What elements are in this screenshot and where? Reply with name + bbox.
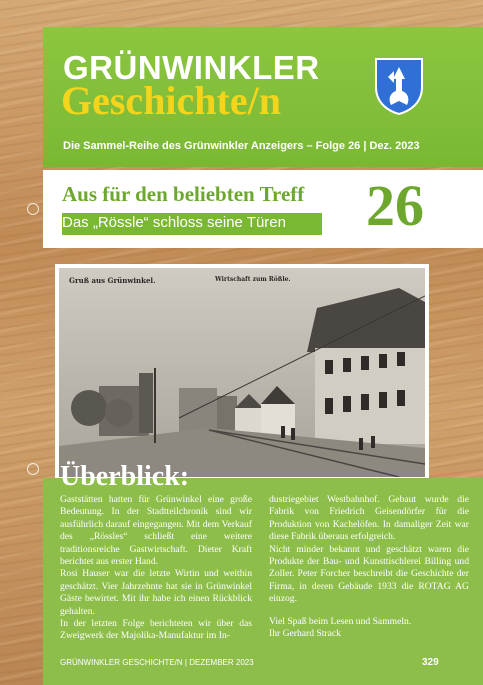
masthead-subtitle-script: Geschichte/n [61, 78, 281, 123]
overview-signature: Ihr Gerhard Strack [269, 628, 341, 640]
overview-paragraph: Viel Spaß beim Lesen und Sammeln. [269, 615, 412, 627]
article-headline: Aus für den beliebten Treff [62, 182, 305, 206]
overview-paragraph: Gaststätten hatten für Grünwinkel eine große Bedeutung. In der Stadtteilchronik sind wir ausführlich darauf eingegangen. Mit dem Verkauf des „Rössles“ schließt eine weitere traditionsreiche Gastwirtschaft. Dieter Kraft berichtet aus erster Hand. [60, 494, 252, 568]
overview-paragraph: Nicht minder bekannt und geschätzt waren die Produkte der Bau- und Kunsttischlerei Billing und Zoller. Peter Forcher beschreibt die Geschichte der Firma, in deren Gebäude 1933 die ROTAG AG einzog. [269, 543, 469, 605]
overview-paragraph: In der letzten Folge berichteten wir über das Zweigwerk der Majolika-Manufaktur im In- [60, 618, 252, 642]
postcard-caption-left: Gruß aus Grünwinkel. [69, 276, 156, 285]
footer-text: GRÜNWINKLER GESCHICHTE/N | DEZEMBER 2023 [60, 658, 254, 667]
binder-hole-top [27, 203, 39, 215]
masthead-title: GRÜNWINKLER [63, 49, 320, 86]
overview-column-left [60, 494, 252, 643]
article-subheadline-bar [62, 213, 322, 235]
postcard-caption-right: Wirtschaft zum Rößle. [215, 276, 291, 283]
overview-paragraph: dustriegebiet Westbahnhof. Gebaut wurde die Fabrik von Friedrich Geisendörfer für die Produktion von Kachelöfen. In damaliger Zeit war diese Fabrik überaus erfolgreich. [269, 494, 469, 543]
coat-of-arms-icon [374, 57, 424, 115]
binder-hole-bottom [27, 463, 39, 475]
overview-column-right [269, 494, 469, 640]
series-subtitle: Die Sammel-Reihe des Grünwinkler Anzeigers – Folge 26 | Dez. 2023 [63, 140, 420, 152]
issue-number: 26 [366, 173, 424, 238]
historic-postcard-photo [55, 264, 429, 481]
page-number: 329 [422, 657, 439, 668]
overview-heading: Überblick: [60, 461, 190, 492]
overview-paragraph: Rosi Hauser war die letzte Wirtin und weithin geschätzt. Vier Jahrzehnte hat sie in Grünwinkel Gäste bewirtet. Mit ihr habe ich einen Rückblick gehalten. [60, 568, 252, 617]
article-title-box [43, 170, 483, 248]
article-subheadline: Das „Rössle“ schloss seine Türen [62, 214, 286, 231]
overview-box [43, 461, 483, 685]
masthead [43, 27, 483, 167]
